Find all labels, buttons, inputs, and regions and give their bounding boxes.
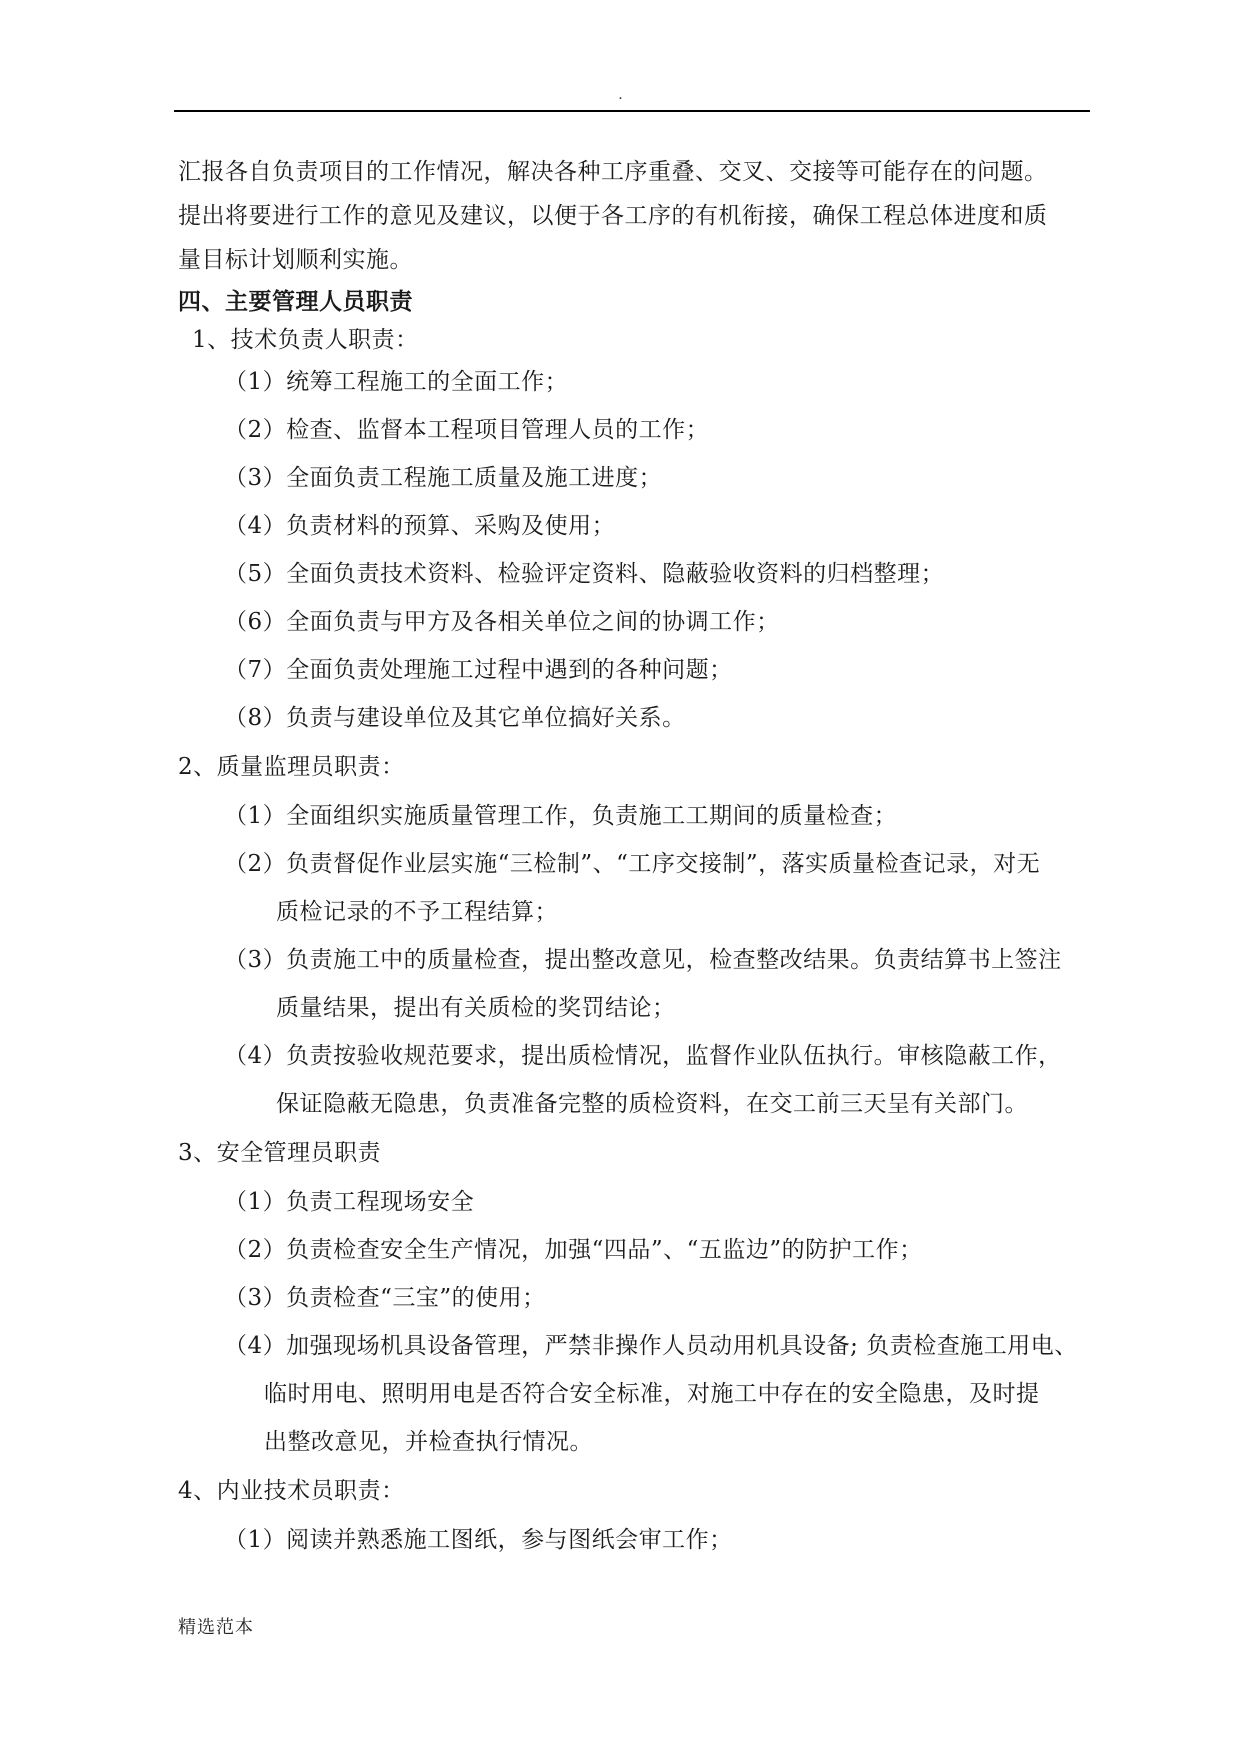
list-item: （2）负责检查安全生产情况，加强“四品”、“五监边”的防护工作； bbox=[224, 1237, 923, 1263]
list-item: （7）全面负责处理施工过程中遇到的各种问题； bbox=[224, 657, 733, 683]
footer-label: 精选范本 bbox=[178, 1617, 254, 1638]
intro-line: 汇报各自负责项目的工作情况，解决各种工序重叠、交叉、交接等可能存在的问题。 bbox=[178, 159, 1048, 185]
list-item: （4）负责材料的预算、采购及使用； bbox=[224, 513, 616, 539]
list-item: （2）负责督促作业层实施“三检制”、“工序交接制”，落实质量检查记录，对无 质检记录的不予工程结算； bbox=[224, 851, 1041, 925]
list-item: （4）负责按验收规范要求，提出质检情况，监督作业队伍执行。审核隐蔽工作， 保证隐蔽无隐患，负责准备完整的质检资料，在交工前三天呈有关部门。 bbox=[224, 1043, 1062, 1117]
list-item: （2）检查、监督本工程项目管理人员的工作； bbox=[224, 417, 710, 443]
list-item: （1）负责工程现场安全 bbox=[224, 1189, 475, 1215]
section-title-tech-lead: 1、技术负责人职责： bbox=[192, 327, 419, 353]
list-item: （1）阅读并熟悉施工图纸，参与图纸会审工作； bbox=[224, 1527, 733, 1553]
header-rule bbox=[174, 110, 1090, 112]
document-body bbox=[178, 150, 1098, 1564]
intro-line: 提出将要进行工作的意见及建议，以便于各工序的有机衔接，确保工程总体进度和质 bbox=[178, 203, 1048, 229]
header-dot: . bbox=[618, 87, 623, 103]
list-item: （6）全面负责与甲方及各相关单位之间的协调工作； bbox=[224, 609, 780, 635]
list-item: （3）全面负责工程施工质量及施工进度； bbox=[224, 465, 663, 491]
list-item: （3）负责施工中的质量检查，提出整改意见，检查整改结果。负责结算书上签注 质量结果，提出有关质检的奖罚结论； bbox=[224, 947, 1062, 1021]
section-title-safety: 3、安全管理员职责 bbox=[178, 1140, 382, 1166]
list-item: （1）统筹工程施工的全面工作； bbox=[224, 369, 569, 395]
list-item: （8）负责与建设单位及其它单位搞好关系。 bbox=[224, 705, 686, 731]
intro-paragraph bbox=[178, 150, 1098, 282]
intro-line: 量目标计划顺利实施。 bbox=[178, 247, 413, 273]
section-title-quality: 2、质量监理员职责： bbox=[178, 754, 405, 780]
section-heading: 四、主要管理人员职责 bbox=[178, 288, 413, 315]
list-item: （3）负责检查“三宝”的使用； bbox=[224, 1285, 546, 1311]
section-title-internal-tech: 4、内业技术员职责： bbox=[178, 1478, 405, 1504]
list-item: （4）加强现场机具设备管理，严禁非操作人员动用机具设备; 负责检查施工用电、 临时用电、照明用电是否符合安全标准，对施工中存在的安全隐患，及时提 出整改意见，并检查执行情况。 bbox=[224, 1333, 1078, 1455]
list-item: （1）全面组织实施质量管理工作，负责施工工期间的质量检查； bbox=[224, 803, 898, 829]
list-item: （5）全面负责技术资料、检验评定资料、隐蔽验收资料的归档整理； bbox=[224, 561, 945, 587]
